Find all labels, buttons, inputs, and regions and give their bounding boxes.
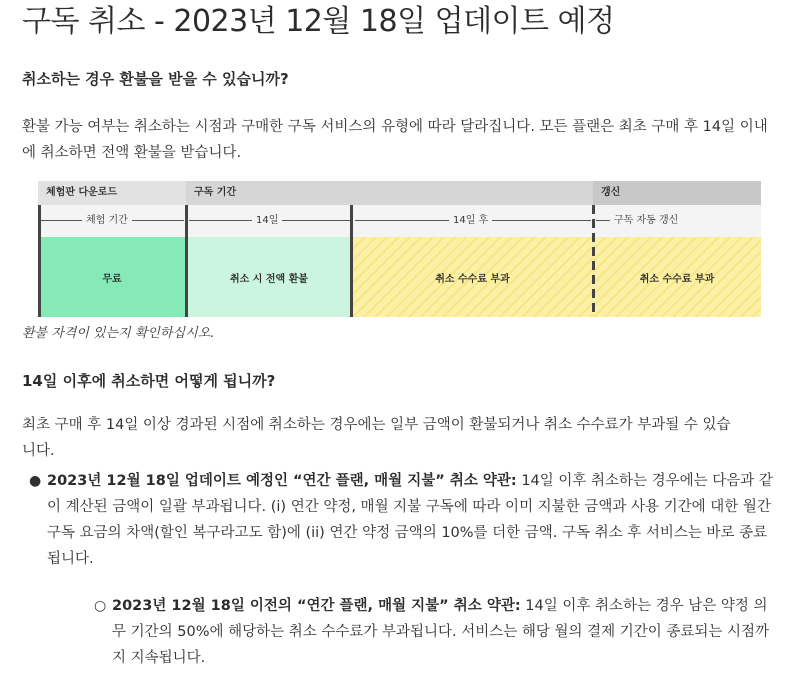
block-full-refund bbox=[186, 237, 352, 317]
section-heading-after-14days: 14일 이후에 취소하면 어떻게 됩니까? bbox=[22, 372, 276, 390]
list-item-new-terms-text: 14일 이후 취소하는 경우에는 다음과 같이 계산된 금액이 일괄 부과됩니다. (i) 연간 약정, 매월 지불 구독에 따라 이미 지불한 금액과 사용 기간에 대한 월간 구독 요금의 차액(할인 복구라고도 함)에 (ii) 연간 약정 금액의 10%를 더한 금액. 구독 취소 후 서비스는 바로 종료됩니다. bbox=[47, 473, 773, 567]
list-item-old-terms-text: 14일 이후 취소하는 경우 남은 약정 의무 기간의 50%에 해당하는 취소 수수료가 부과됩니다. 서비스는 해당 월의 결제 기간이 종료되는 시점까지 지속됩니다. bbox=[112, 598, 770, 666]
list-item-old-terms-title: 2023년 12월 18일 이전의 “연간 플랜, 매월 지불” 취소 약관: bbox=[112, 598, 521, 614]
refund-paragraph: 환불 가능 여부는 취소하는 시점과 구매한 구독 서비스의 유형에 따라 달라집니다. 모든 플랜은 최초 구매 후 14일 이내에 취소하면 전액 환불을 받습니다. bbox=[22, 119, 768, 161]
list-item-new-terms bbox=[29, 468, 777, 572]
page-title: 구독 취소 - 2023년 12월 18일 업데이트 예정 bbox=[22, 4, 615, 39]
timeline-line-renew bbox=[596, 220, 610, 221]
list-item-old-terms bbox=[94, 593, 778, 671]
header-renewal: 갱신 bbox=[593, 181, 761, 205]
diagram-caption: 환불 자격이 있는지 확인하십시오. bbox=[22, 326, 215, 341]
timeline-row bbox=[38, 205, 761, 237]
timeline-label-after14: 14일 후 bbox=[449, 213, 492, 229]
divider-start bbox=[38, 205, 41, 317]
header-subscription-period: 구독 기간 bbox=[186, 181, 593, 205]
list-item-new-terms-title: 2023년 12월 18일 업데이트 예정인 “연간 플랜, 매월 지불” 취소 약관: bbox=[47, 473, 517, 489]
bullet-disc-icon: ● bbox=[29, 473, 42, 489]
header-trial-download: 체험판 다운로드 bbox=[38, 181, 186, 205]
block-full-refund-label: 취소 시 전액 환불 bbox=[229, 273, 309, 285]
block-cancel-fee-renewal-label: 취소 수수료 부과 bbox=[639, 273, 715, 285]
block-free bbox=[38, 237, 186, 317]
divider-trial-end bbox=[185, 205, 188, 317]
after-14days-paragraph: 최초 구매 후 14일 이상 경과된 시점에 취소하는 경우에는 일부 금액이 환불되거나 취소 수수료가 부과될 수 있습니다. bbox=[22, 417, 731, 459]
timeline-label-14days: 14일 bbox=[252, 213, 282, 229]
timeline-label-auto-renew: 구독 자동 갱신 bbox=[610, 213, 682, 229]
divider-14days bbox=[350, 205, 353, 317]
divider-renewal-dashed bbox=[592, 205, 595, 317]
bullet-circle-icon: ○ bbox=[94, 598, 107, 614]
block-cancel-fee-label: 취소 수수료 부과 bbox=[435, 273, 510, 285]
block-cancel-fee bbox=[352, 237, 593, 317]
section-heading-refund: 취소하는 경우 환불을 받을 수 있습니까? bbox=[22, 70, 289, 88]
block-free-label: 무료 bbox=[102, 273, 122, 285]
timeline-label-trial: 체험 기간 bbox=[82, 213, 132, 229]
refund-timeline-diagram bbox=[38, 181, 761, 317]
block-cancel-fee-renewal bbox=[593, 237, 761, 317]
